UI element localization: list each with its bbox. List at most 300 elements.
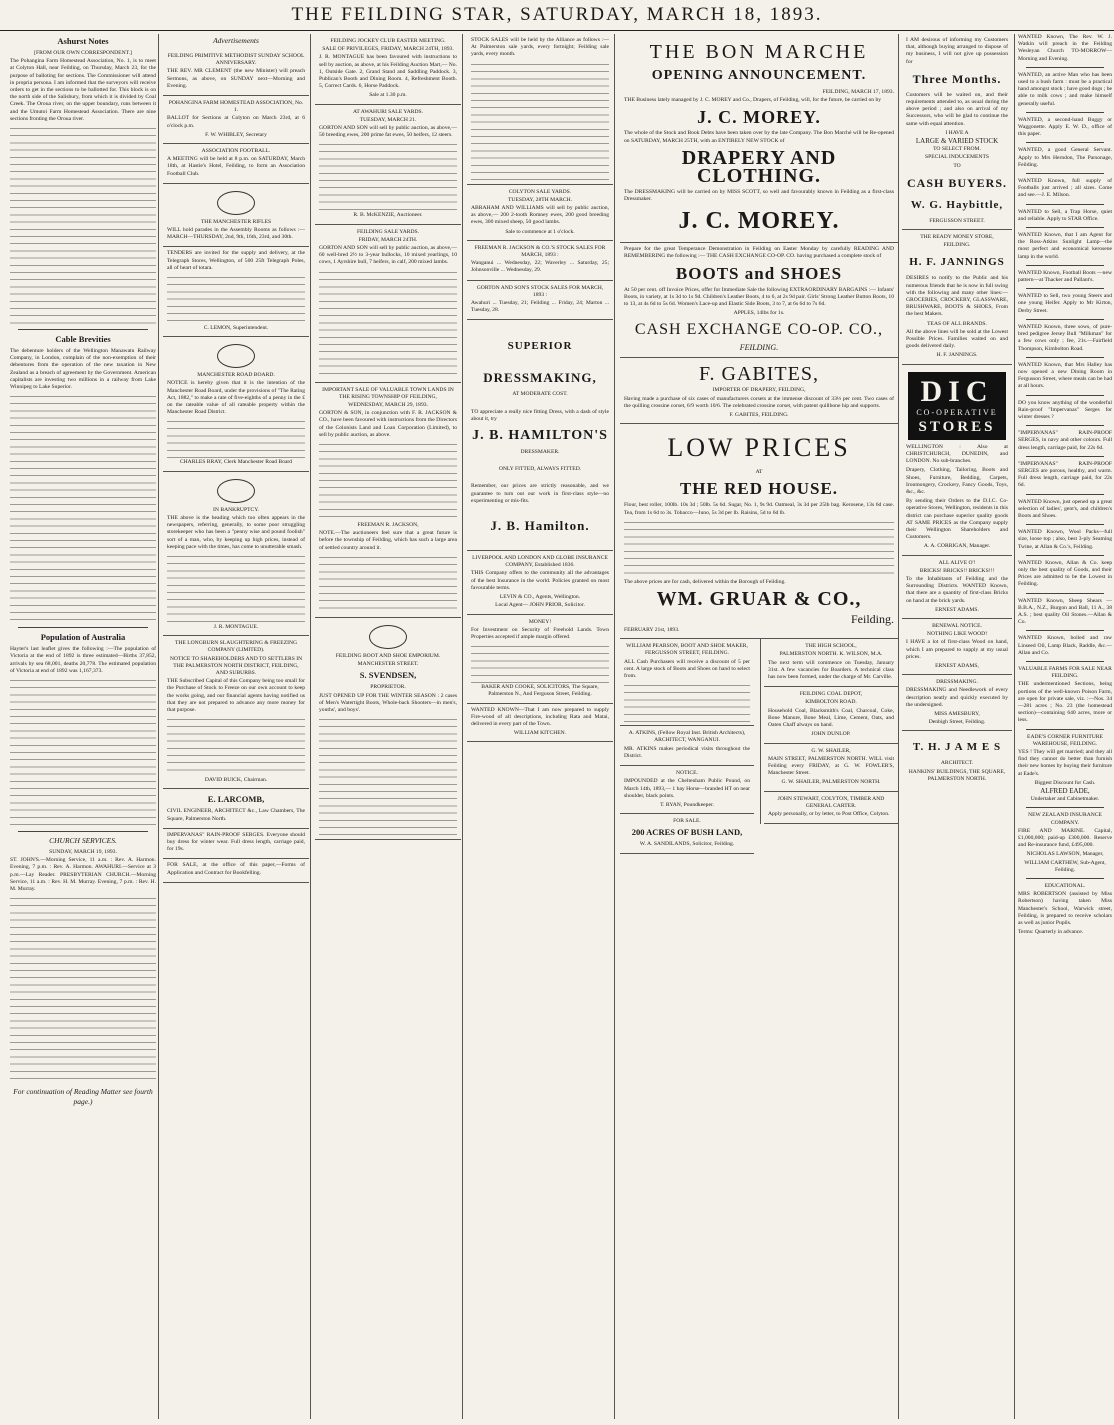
ad-gorton-stock [467,281,613,321]
ad-bon-marche [620,34,898,243]
ad-signature: FREEMAN R. JACKSON, [357,522,419,529]
ad-text: The next term will commence on Tuesday, January 31st. A few vacancies for Boarders. A technical class has now been formed, under the charge of Mr. Carville. [768,659,894,681]
wanted-ad: "IMPERVANAS" RAIN-PROOF SERGES, in navy and other colours. Full dress length, carriage paid, for 22s 6d. [1018,430,1112,451]
ad-rifles [163,184,309,248]
subcolumn-right [760,639,898,824]
ad-red-house [620,424,898,639]
ad-text: CIVIL ENGINEER, ARCHITECT &c., Law Chambers, The Square, Palmerston North. [167,808,305,822]
divider [1026,729,1104,730]
ad-text: DESIRES to notify to the Public and his numerous friends that he is now in full swing with the following and many other lines:— GROCERIES, CROCKERY, GLASSWARE, BRUSHWARE, BOOTS & SHOES, From the best Makers. [906,275,1008,318]
divider [1026,494,1104,495]
text-filler [319,441,457,521]
text-filler [319,269,457,379]
ad-text: Terms: Quarterly in advance. [1018,929,1084,936]
ad-note: Sale at 1.30 p.m. [369,92,407,99]
ad-text: GORTON AND SON will sell by public auction, as above,— 60 well-bred 2½ to 3-year bullocks, 10 mixed yearlings, 10 cows, 1 Ayrshire bull, 7 heifers, in calf, 200 mixed lambs. [319,245,457,266]
ad-impounded [620,766,754,814]
ads-title: Advertisements [213,36,259,45]
ad-signature: BAKER AND COOKE, SOLICITORS, The Square, Palmerston N., And Ferguson Street, Feilding. [481,684,599,698]
column-1 [6,34,160,1419]
ad-bricks [902,556,1012,619]
ad-text: TO appreciate a really nice fitting Dress, with a dash of style about it, try [471,408,609,422]
ad-name: F. GABITES, [699,363,819,386]
ad-name: ALFRED EADE, [1040,787,1090,796]
ad-heading: A. ATKINS, (Fellow Royal Inst. British Architects), ARCHITECT, WANGANUI. [628,730,746,744]
divider [1026,555,1104,556]
ad-longburn [163,636,309,789]
ad-coal-depot [764,687,898,743]
divider [18,831,148,832]
column-7 [1014,34,1114,1419]
ad-text: I HAVE a lot of first-class Wood on hand, which I am prepared to supply at my usual prices. [906,639,1008,660]
wanted-ad: "IMPERVANAS" RAIN-PROOF SERGES are porous, healthy, and warm. Full dress length, carriage paid, for 22s 6d. [1018,460,1112,489]
ad-subheading: FEILDING. [943,242,971,249]
divider [1026,142,1104,143]
wanted-ad: WANTED Known, The Rev. W. J. Watkin will preach in the Feilding Wesleyan Church TO-MORROW—Morning and Evening. [1018,34,1112,62]
ad-note: APPLES, 14lbs for 1s. [733,310,785,317]
ad-heading: THE MANCHESTER RIFLES [200,218,272,225]
ad-signature: ERNEST ADAMS. [935,606,979,613]
divider [1026,630,1104,631]
ad-subheading: NOTHING LIKE WOOD! [926,631,988,638]
ad-heading: MONEY! [528,618,552,625]
divider [1026,357,1104,358]
ad-subheading: Denbigh Street, Feilding. [928,719,986,726]
ad-subheading: DRESSMAKER. [520,449,560,456]
cable-text: The debenture holders of the Wellington Manawatu Railway Company, in London, complain of the non-exemption of their debentures from the operation of the new taxation in New Zealand as a breach of agreement by the Government. American capitalists are investing two millions in a railway from Lake Winnipeg to Lake Superior. [10,348,156,391]
ashurst-text: The Pohangina Farm Homestead Association, No. 1, is to meet at Colyton Hall, near Feilding, on Thursday, March 23, for the purpose of balloting for sections. The Commissioner will attend in propria persona. I am informed that the surveyors will receive orders to get in the sections to be ballotted for. This block is on the north side of the Salisbury, from which it is divided by Coal Creek. The Oroua river, on the upper boundary, runs between it and the Umutoi Farm Homestead Association. There are nine sections fronting the Oroua river. [10,58,156,122]
divider [1026,524,1104,525]
ad-name: WM. GRUAR & CO., [656,588,862,611]
ad-name: S. SVENDSEN, [359,670,417,681]
divider [1026,67,1104,68]
ad-heading: POHANGINA FARM HOMESTEAD ASSOCIATION, No. 1. [168,100,304,114]
divider [1026,227,1104,228]
ad-subheading: PROPRIETOR. [370,684,406,691]
continuation-footer: For continuation of Reading Matter see fourth page.) [13,1087,153,1107]
ad-bankruptcy [163,472,309,636]
ad-subheading: Feilding. [850,612,894,627]
ad-haybittle [902,34,1012,230]
ad-text: For Investment on Security of Freehold Lands. Town Properties accepted if ample margin offered. [471,626,609,640]
ad-heading: E. LARCOMB, [207,794,265,805]
divider [1026,878,1104,879]
divider [18,329,148,330]
ad-boot-emporium [315,618,461,840]
ad-firewood [467,704,613,743]
ad-text: STOCK SALES will be held by the Alliance as follows :—At Palmerston sale yards, every fortnight; Feilding sale yards, every month. [471,37,609,58]
ad-text: ALL Cash Purchasers will receive a discount of 5 per cent. A large stock of Boots and Shoes on hand to select from. [624,658,750,680]
ad-heading: 200 ACRES OF BUSH LAND, [631,827,743,838]
ad-impervanas [163,829,309,860]
ad-text: JUST OPENED UP FOR THE WINTER SEASON : 2 cases of Men's Watertight Boots, Whole-back Shooters—in men's, youths', and boys'. [319,692,457,713]
ad-road-board [163,337,309,471]
ad-note: I HAVE A [945,129,969,136]
ad-text: Remember, our prices are strictly reasonable, and we guarantee to turn out our work in first-class style—no experimenting or mis-fits. [471,483,609,504]
wanted-ad: WANTED Known, boiled and raw Linseed Oil, Lamp Black, Raddle, &c.—Allan and Co. [1018,635,1112,656]
ad-text: THE Business lately managed by J. C. MOREY and Co., Drapers, of Feilding, will, for the future, be carried on by [624,97,882,104]
text-filler [319,554,457,614]
ad-heading: BENEWAL NOTICE. [932,622,982,629]
ad-signature: H. F. JANNINGS. [936,352,978,359]
ad-subheading: NOTICE TO SHAREHOLDERS AND TO SETTLERS IN THE PALMERSTON NORTH DISTRICT, FEILDING, AND SUBURBS. [169,655,303,676]
ad-primitive-methodist [163,49,309,96]
ad-text: THE above is the heading which too often appears in the newspapers, referring, generally, to some poor struggling storekeeper who has been a "penny wise and pound foolish" sort of a man, who, by keeping up high prices, instead of keeping pace with the times, has come to unutterable smash. [167,514,305,550]
ad-text: THE undermentioned Sections, being portions of the well-known Poison Farm, are open for private sale, viz. :—Nos. 34—281 acres ; No. 23 (the homestead section)—containing 640 acres, more or less. [1018,681,1112,724]
ad-text: Prepare for the great Temperance Demonstration in Feilding on Easter Monday by carefully READING AND REMEMBERING the following :— THE CASH EXCHANGE CO-OP. CO. having purchased a complete stock of [624,246,894,260]
text-filler [167,716,305,776]
ad-text: DRESSMAKING and Needlework of every description neatly and quickly executed by the undersigned. [906,687,1008,708]
ad-text: NOTICE is hereby given that it is the intention of the Manchester Road Board, under the provisions of "The Rating Act, 1882," to make a rate of five-eighths of a penny in the £ on the rateable value of all rateable property within the Manchester Road District. [167,380,305,416]
ad-liverpool [467,551,613,614]
ad-larcomb [163,789,309,828]
ad-subheading: ARCHITECT. [940,760,974,767]
ad-text: Flour, best roller, 100lb. 10s 3d ; 50lb. 5s 6d. Sugar, No. 1, 9s 9d. Oatmeal, 3s 3d per 25lb bag. Kerosene, 13s 6d case. Tea, from 1s 6d to 3s. Tobacco—Juno, 5s 3d per lb. Raisins, 5d to 6d lb. [624,502,894,516]
ad-wood [902,619,1012,675]
ad-signature: C. LEMON, Superintendent. [203,325,269,332]
ad-heading: WILLIAM PEARSON, BOOT AND SHOE MAKER, FERGUSSON STREET, FEILDING. [626,643,748,657]
ad-text: THIS Company offers to the community all the advantages of the best Insurance in the world. Policies granted on most favourable terms. [471,570,609,591]
ad-heading: LIVERPOOL AND LONDON AND GLOBE INSURANCE COMPANY, Established 1836. [472,555,608,569]
ad-signature: W. A. SANDILANDS, Solicitor, Feilding. [639,841,735,848]
ad-name: H. F. JANNINGS [909,256,1005,269]
divider [1026,173,1104,174]
divider [1026,395,1104,396]
ad-text: BALLOT for Sections at Colyton on March 23rd, at 6 o'clock p.m. [167,115,305,129]
ad-text: Customers will be waited on, and their requirements attended to, as usual during the above period ; and also on arrival of my Successors, who will be glad to continue the same with equal attention. [906,91,1008,127]
ad-heading: CASH BUYERS. [906,175,1008,190]
column-3 [310,34,465,1419]
ad-shailer [764,744,898,792]
wanted-ad: WANTED Known, three sows, of pure-bred pedigree Jersey Bull "Milkman" for a few cows only ; fee, 21s.—Fairfield Thompson, Kimbolton Road. [1018,323,1112,352]
divider [1026,204,1104,205]
ad-heading: FEILDING PRIMITIVE METHODIST SUNDAY SCHOOL ANNIVERSARY. [167,53,305,67]
ad-signature: WILLIAM KITCHEN. [513,730,567,737]
ad-text: WILL hold parades in the Assembly Rooms as follows :— MARCH—THURSDAY, 2nd, 9th, 16th, 23rd, and 30th. [167,227,305,241]
ad-football [163,144,309,184]
ad-signature: CHARLES BRAY, Clerk Manchester Road Board [179,459,293,466]
ad-date: FEBRUARY 21st, 1893. [624,627,680,634]
ad-address: HANKINS' BUILDINGS, THE SQUARE, PALMERSTON NORTH. [908,768,1006,782]
ad-subheading: TUESDAY, 28TH MARCH. [507,196,573,203]
ad-dic-stores [902,365,1012,556]
ad-text: MAIN STREET, PALMERSTON NORTH. WILL visit Feilding every FRIDAY, at G. W. FOWLER'S, Manchester Street. [768,755,894,777]
ad-heading: EADE'S CORNER FURNITURE WAREHOUSE, FEILDING. [1027,733,1103,747]
ad-text: MR. ATKINS makes periodical visits throughout the District. [624,745,750,759]
population-text: Hayter's last leaflet gives the following :—The population of Victoria at the end of 1892 is three estimated—Births 37,852, arrivals by sea 68,001, deaths 20,778. The estimated population of Victoria at end of 1892 was 1,167,373. [10,646,156,674]
text-filler [471,643,609,683]
ad-heading: JOHN STEWART, COLYTON, TIMBER AND GENERAL CARTER. [777,795,885,809]
crest-icon [217,191,255,215]
population-title: Population of Australia [40,632,126,643]
wanted-ad: WANTED Known, Wool Packs—full size, loose top ; also, best 3-ply Seaming Twine, at Allan & Co.'s, Feilding. [1018,529,1112,550]
wanted-ad: WANTED Known, just opened up a great selection of ladies', gent's, and children's Boots and Shoes. [1018,498,1112,519]
ad-date: FEILDING, MARCH 17, 1893. [822,89,894,95]
text-filler [10,125,156,325]
wanted-ad: WANTED, a second-hand Buggy or Waggonette. Apply E. W. D., office of this paper. [1018,116,1112,138]
ad-heading: G. W. SHAILER, [811,747,851,754]
ad-cash-exchange [620,243,898,358]
ad-subheading: IMPORTER OF DRAPERY, FEILDING, [712,387,806,394]
boot-icon [369,625,407,649]
ad-text: MRS ROBERTSON (assisted by Miss Robertson) having taken Miss Manchester's School, Warwick street, Feilding, is prepared to receive scholars as well as junior Pupils. [1018,891,1112,927]
ad-heading: THE RED HOUSE. [679,479,839,499]
ad-text: IMPOUNDED at the Cheltenham Public Pound, on March 14th, 1893,— 1 bay Horse—branded HT on near shoulder, black points. [624,778,750,799]
ad-heading: IN BANKRUPTCY. [213,506,259,513]
ad-text: The DRESSMAKING will be carried on by MISS SCOTT, so well and favourably known in Feilding as a first-class Dressmaker. [624,188,894,203]
column-6 [898,34,1015,1419]
ad-signature: R. B. McKENZIE, Auctioneer. [353,212,423,219]
ad-note: TO [953,162,961,169]
ad-heading: IMPORTANT SALE OF VALUABLE TOWN LANDS IN THE RISING TOWNSHIP OF FEILDING, [322,386,454,400]
ad-amesbury [902,675,1012,731]
ad-heading: THE BON MARCHE [649,41,869,63]
ad-heading: DRESSMAKING. [936,679,978,686]
ad-heading: DRAPERY AND CLOTHING. [681,146,837,187]
ad-text: ABRAHAM AND WILLIAMS will sell by public auction, as above,— 200 2-tooth Romney ewes, 200 good breeding ewes, 300 mixed sheep, 50 good lambs. [471,205,609,226]
ad-heading: LARGE & VARIED STOCK [915,137,999,146]
ad-signature: T. RYAN, Poundkeeper. [660,801,714,808]
subcolumn-left [620,639,754,853]
ad-subheading: AT [755,469,763,476]
column-2 [158,34,313,1419]
ad-subheading: FEILDING. [739,343,779,353]
wanted-ad: WANTED Known, Sheep Shears —B.B.A., N.Z., Burgon and Ball, 11 A., 38 A.S. ; best quality Oil Stones.—Allan & Co. [1018,597,1112,626]
ad-signature: Local Agent— JOHN PRIOR, Solicitor. [495,602,585,609]
ad-text: To the Inhabitants of Feilding and the Surrounding Districts. WANTED Known, that there are a quantity of first-class Bricks on hand at the brick yards. [906,575,1008,604]
ad-text: J. R. MONTAGUE has been favoured with instructions to sell by auction, as above, at his Feilding Auction Mart,— No. 1, Outside Gate. 2, Grand Stand and Saddling Paddock. 3, Publican's Booth and Dining Room. 4, Refreshment Booth. 5, Correct Cards. 6, Horse Paddock. [319,54,457,90]
wanted-ad: WANTED Known, that Mrs Halley has now opened a new Dining Room in Fergusson Street, where meals can be had at all hours. [1018,361,1112,390]
ad-text: The above prices are for cash, delivered within the Borough of Feilding. [624,578,786,585]
ad-text: The whole of the Stock and Book Debts have been taken over by the late Company. The Bon Marché will be Re-opened on SATURDAY, MARCH 25TH, with an ENTIRELY NEW STOCK of [624,130,894,144]
ad-name: J. C. MOREY. [678,208,840,235]
ad-signature: F. W. WHIBLEY, Secretary [205,131,267,138]
ad-text: NOTE.—The auctioneers feel sure that a great future is before the township of Feilding, which has such a large area of settled country around it. [319,530,457,551]
ad-signature: DAVID BUICK, Chairman. [204,777,268,784]
ad-heading: SUPERIOR [507,340,573,353]
divider [1026,319,1104,320]
ad-signature: J. B. Hamilton. [490,518,590,534]
ad-forsale [163,859,309,882]
text-filler [10,895,156,1085]
crest-icon [217,344,255,368]
ad-heading: LOW PRICES [667,433,851,463]
ad-thj-architect [902,731,1012,787]
ad-text: WELLINGTON : Also at CHRISTCHURCH, DUNEDIN, and LONDON. No sub-branches. [906,443,1008,465]
text-filler [10,677,156,827]
ad-text: By sending their Orders to the D.I.C. Co-operative Stores, Wellington, residents in this district can purchase superior quality goods AT SAME PRICES as the Company supply their Wellington Shareholders and Customers. [906,498,1008,541]
ad-high-school [764,639,898,687]
ashurst-from: [FROM OUR OWN CORRESPONDENT.] [34,50,132,56]
ad-note: Biggest Discount for Cash. [1034,779,1096,786]
ad-subheading: FERGUSSON STREET. [929,217,985,224]
ad-heading: VALUABLE FARMS FOR SALE NEAR FEILDING. [1018,666,1112,680]
ad-subheading: TO SELECT FROM. [933,146,981,153]
ad-heading: ALL ALIVE O'! [938,559,976,566]
text-filler [167,274,305,324]
ad-text: Awahuri ... Tuesday, 21; Feilding ... Friday, 24; Marton ... Tuesday, 28. [471,300,609,314]
divider [1026,807,1104,808]
divider [1026,593,1104,594]
ad-money [467,615,613,704]
wanted-ad: DO you know anything of the wonderful Rain-proof "Impervanas" Serges for winter dresses ? [1018,399,1112,420]
ad-text: GORTON & SON, in conjunction with F. R. JACKSON & CO., have been favoured with instructions from the Directors of the Colonists Land and Loan Corporation (Limited), to sell by public auction, as above. [319,410,457,438]
ad-text: FIRE AND MARINE. Capital, £1,000,000; paid-up £300,000. Reserve and Re-insurance fund, £495,000. [1018,827,1112,849]
ad-signature: NICHOLAS LAWSON, Manager, [1026,851,1104,858]
ad-heading: TEAS OF ALL BRANDS. [927,320,987,327]
ad-text: TENDERS are invited for the supply and delivery, at the Telegraph Stores, Wellington, of 500 25ft Telegraph Poles, all of heart of totara. [167,250,305,271]
ad-name: J. B. HAMILTON'S [472,428,608,444]
ad-awahuri [315,105,461,225]
divider [1026,661,1104,662]
ad-text: Household Coal, Blacksmith's Coal, Charcoal, Coke, Bone Manure, Bone Meal, Lime, Cement, Oats, and Oaten Chaff always on hand. [768,707,894,729]
ad-jockey-club [315,34,461,105]
ad-text: THE Subscribed Capital of this Company being too small for the Purchase of Stock to Freeze on our own account to keep the works going, and our financial agents having notified us that they are not prepared to advance any more money for that purpose. [167,678,305,713]
ad-subheading: OPENING ANNOUNCEMENT. [651,68,867,83]
cable-title: Cable Brevities [55,334,111,345]
ad-signature: A. A. CORRIGAN, Manager. [923,543,991,550]
wanted-ad: WANTED to Sell, two young Steers and one young Heifer. Apply to Mr Kirton, Derby Street. [1018,293,1112,314]
ad-name: J. C. MOREY. [697,107,821,128]
ad-heading: FEILDING BOOT AND SHOE EMPORIUM. [335,652,441,659]
ad-heading: ASSOCIATION FOOTBALL. [201,148,271,155]
ad-subheading: SPECIAL INDUCEMENTS [925,154,989,161]
ad-heading: FEILDING JOCKEY CLUB EASTER MEETING. [330,38,446,44]
ad-heading: BRICKS! BRICKS!! BRICKS!!! [919,567,995,574]
ad-heading: EDUCATIONAL. [1044,883,1086,890]
ad-heading: FEILDING COAL DEPOT, [799,691,863,698]
ad-note: Sale to commence at 1 o'clock. [505,228,575,235]
dic-logo-text: CO-OPERATIVE [916,407,998,417]
ad-heading: BOOTS and SHOES [675,263,843,283]
ad-stewart [764,792,898,825]
ad-name: CASH EXCHANGE CO-OP. CO., [634,321,884,339]
ad-text: IMPERVANAS" RAIN-PROOF SERGES. Everyone should buy dress for winter wear. Full dress length, carriage paid, for 19s. [167,831,305,853]
dic-logo-text: DIC [920,374,994,408]
ad-signature: G. W. SHAILER, PALMERSTON NORTH. [781,779,881,786]
ad-signature: WILLIAM CARTHEW, Sub-Agent, Feilding. [1024,859,1106,873]
ad-heading: FREEMAN R. JACKSON & CO.'S STOCK SALES FOR MARCH, 1893 : [474,244,606,259]
ad-atkins [620,726,754,766]
ad-heading: THE HIGH SCHOOL, [805,643,857,650]
ad-colyton [467,185,613,241]
masthead: THE FEILDING STAR, SATURDAY, MARCH 18, 1893. [0,4,1114,31]
ad-subheading: WEDNESDAY, MARCH 29, 1893. [348,402,428,409]
ad-subheading: FRIDAY, MARCH 24TH. [358,236,418,243]
text-filler [10,393,156,623]
ad-stock-sales [467,34,613,185]
text-filler [624,682,750,722]
ad-text: I AM desirous of informing my Customers that, although buying arranged to dispose of my business, I will not give up possession for [906,37,1008,65]
wanted-ad: WANTED Known, Football Boots —new pattern—at Thacker and Pallant's. [1018,269,1112,284]
text-filler [167,418,305,458]
ad-signature: J. R. MONTAGUE. [213,623,259,630]
ad-text: All the above lines will be sold at the Lowest Possible Prices. Families waited on and goods delivered daily. [906,328,1008,350]
ad-text: Apply personally, or by letter, to Post Office, Colyton. [768,810,890,817]
ad-subheading: PALMERSTON NORTH. K. WILSON, M.A. [779,651,883,658]
ad-subheading: TUESDAY, MARCH 21. [359,116,417,123]
column-4 [462,34,617,1419]
wanted-ad: WANTED Known, Allan & Co. keep only the best quality of Goods, and their Prices are admitted to be the Lowest in Feilding. [1018,559,1112,588]
ad-text: Drapery, Clothing, Tailoring, Boots and Shoes, Furniture, Bedding, Carpets, Ironmongery, Crockery, Fancy Goods, Toys, &c., &c. [906,467,1008,495]
ad-text: YES ! They will get married; and they all find they cannot do better than furnish their new homes by buying their furniture at Eade's. [1018,749,1112,777]
ad-heading: COLYTON SALE YARDS. [508,188,572,195]
text-filler [319,716,457,836]
text-filler [167,553,305,623]
ad-text: At 50 per cent. off Invoice Prices, offer for Immediate Sale the following EXTRAORDINARY BARGAINS :— Infants' Boots, in variety, at 1s 3d to 1s 9d. Children's Leather Boots, 4 to 6, at 2s 9d pair. Girls' Strong Leather Button Boots, 10 to 13, at 4s 6d to 5s 6d. Women's Lace-up and Elastic Side Boots, 3 to 7, at 6s 6d to 7s 6d. [624,286,894,308]
ad-signature: MISS AMESBURY, [934,710,980,717]
crest-icon [217,479,255,503]
ad-heading: NEW ZEALAND INSURANCE COMPANY. [1028,812,1102,826]
ad-pohangina [163,96,309,144]
wanted-ad: WANTED, a good General Servant. Apply to Mrs Herndon, The Parsonage, Feilding. [1018,147,1112,168]
ad-signature: JOHN DUNLOP. [811,731,851,738]
ad-subheading: KIMBOLTON ROAD. [805,699,857,706]
ad-heading: DRESSMAKING, [483,370,597,386]
ad-jannings [902,230,1012,365]
ad-heading: Three Months. [912,71,1002,86]
ad-text: WANTED KNOWN—That I am now prepared to supply Fire-wood of all descriptions, including Rata and Matai, delivered in every part of the Town. [471,706,609,727]
divider [1026,288,1104,289]
ad-gabites [620,358,898,424]
divider [1026,456,1104,457]
dic-logo-text: STORES [918,418,996,435]
ad-dressmaking [467,320,613,551]
dic-logo [908,372,1006,440]
column-5 [614,34,903,1419]
divider [1026,425,1104,426]
ad-text: GORTON AND SON will sell by public auction, as above,— 50 breeding ewes, 200 prime fat ewes, 50 heifers, 12 steers. [319,125,457,139]
divider [1026,265,1104,266]
ad-jackson-stock [467,241,613,281]
ad-text: Having made a purchase of six cases of manufacturers corsets at the immense discount of 33⅓ per cent. Two cases of the quilling crossine corset, 6/9 worth 10/6. The celebrated crossine corset, with patent quillbone hip and supports. [624,395,894,409]
ad-heading: THE LONGBURN SLAUGHTERING & FREEZING COMPANY (LIMITED). [174,640,298,654]
two-column-ads [620,639,898,1159]
text-filler [624,519,894,579]
ad-heading: FEILDING SALE YARDS. [356,228,420,235]
wanted-ad: WANTED Known, that I am Agent for the Ross-Atkins Sunlight Lamp—the most perfect and economical kerosene lamp in the world. [1018,232,1112,260]
text-filler [471,61,609,181]
ad-subheading: AT MODERATE COST. [512,391,568,398]
ad-feilding-sale [315,225,461,383]
ad-subheading: Undertaker and Cabinetmaker. [1030,796,1100,803]
ad-heading: AT AWAHURI SALE YARDS. [352,108,424,115]
church-text: ST. JOHN'S.—Morning Service, 11 a.m. : Rev. A. Harmon. Evening, 7 p.m. : Rev. A. Harmon. AWAHURI.—Service at 3 p.m.—Lay Reader. PRESBYTERIAN CHURCH.—Morning Service, 11 a.m. : Rev. H. M. Murray. Evening, 7 p.m. : Rev. H. M. Murray. [10,857,156,893]
ad-signature: ERNEST ADAMS, [935,662,979,669]
divider [18,627,148,628]
ad-subheading: MANCHESTER STREET. [357,661,419,668]
wanted-ad: WANTED Known, full supply of Footballs just arrived ; all sizes. Come and see.—J. E. Milson. [1018,178,1112,199]
ad-rising-township [315,383,461,618]
ad-name: W. G. Haybittle, [910,198,1004,211]
ad-heading: NOTICE. [676,770,698,777]
ad-text: A MEETING will be held at 8 p.m. on SATURDAY, March 18th, at Hastie's Hotel, Feilding, to form an Association Football Club. [167,156,305,177]
church-title: CHURCH SERVICES. [49,836,117,846]
ad-heading: THE READY MONEY STORE, [920,234,994,241]
divider [1026,112,1104,113]
wanted-ad: WANTED to Sell, a Trap Horse, quiet and reliable. Apply to STAR Office. [1018,208,1112,222]
ad-name: T. H. J A M E S [912,741,1002,754]
ad-heading: MANCHESTER ROAD BOARD. [197,372,275,379]
ad-bush-land [620,814,754,853]
ad-pearson [620,639,754,726]
ad-tenders [163,247,309,337]
ad-note: ONLY FITTED, ALWAYS FITTED. [498,466,582,473]
ad-signature: LEVIN & CO., Agents, Wellington. [499,594,581,601]
ad-text: FOR SALE, at the office of this paper,—Forms of Application and Contract for Bookfelling. [167,862,305,876]
ad-text: THE REV. MR CLEMENT (the new Minister) will preach Sermons, as above, on SUNDAY next—Morning and Evening. [167,68,305,89]
ad-heading: FOR SALE. [673,818,701,825]
